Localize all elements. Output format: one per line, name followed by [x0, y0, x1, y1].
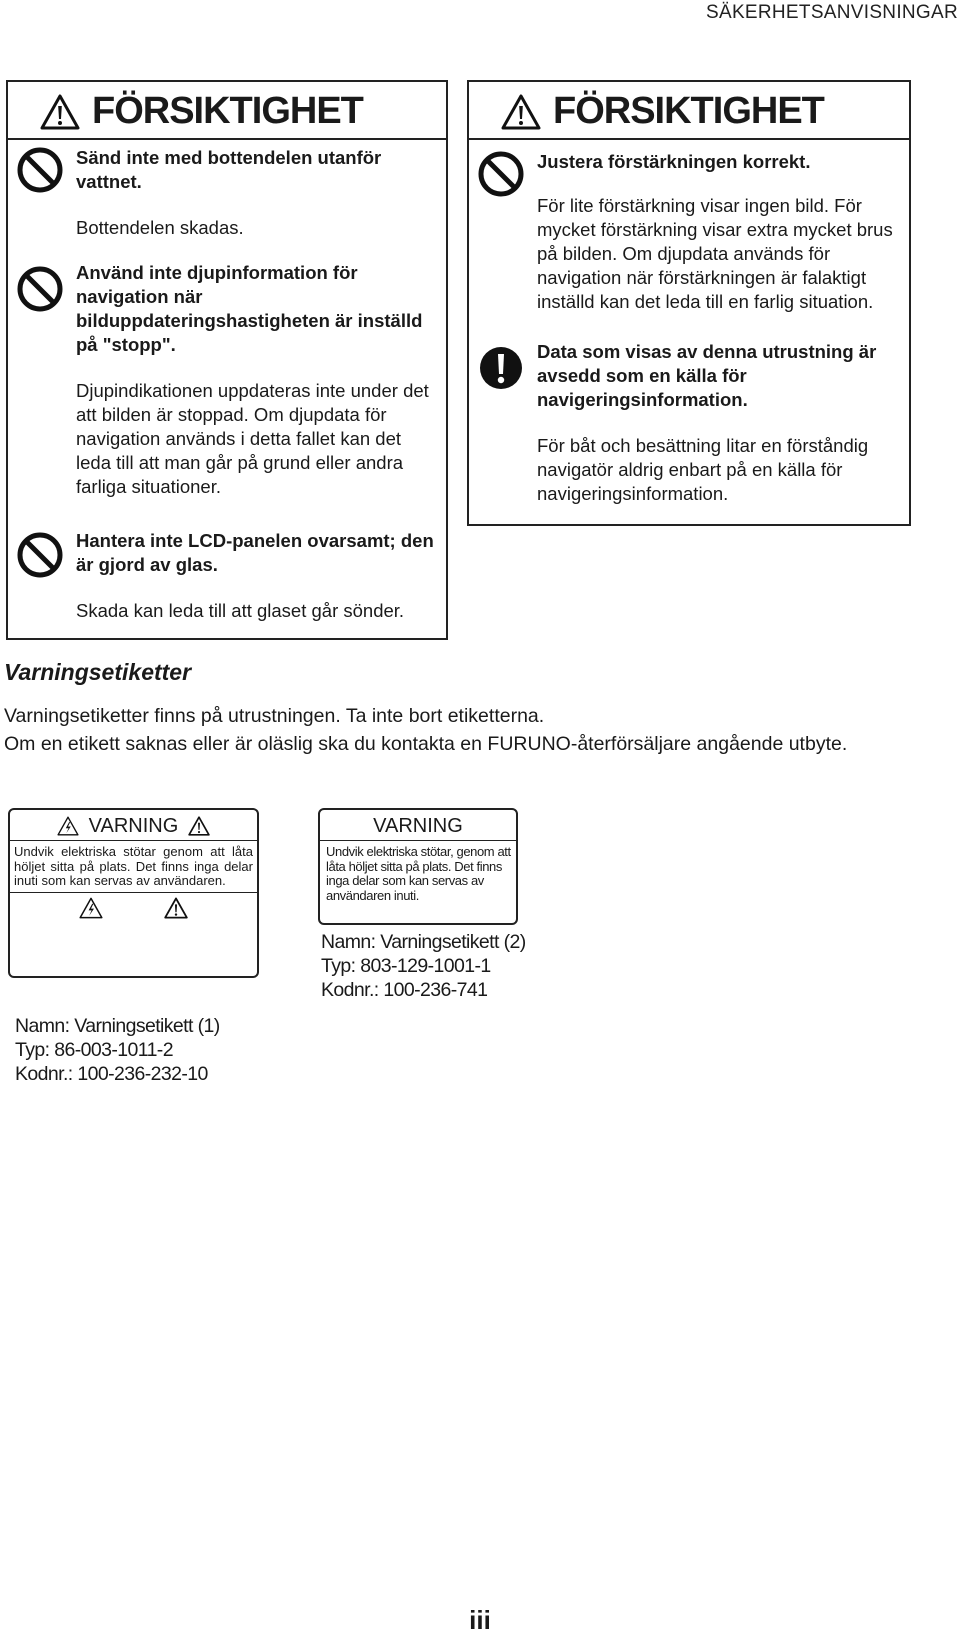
caution-title	[501, 90, 824, 133]
label-text: Undvik elektriska stötar genom att låta höljet sitta på plats. Det finns inga delar inuti som kan servas av användaren.	[14, 844, 253, 888]
caution-item-body: Djupindikationen uppdateras inte under det att bilden är stoppad. Om djupdata för navigation används i detta fallet kan det leda till att man går på grund eller andra farliga situationer.	[76, 380, 429, 497]
section-title: Varningsetiketter	[4, 659, 192, 685]
caution-item-body: För lite förstärkning visar ingen bild. För mycket förstärkning visar extra mycket brus på bilden. Om djupdata används för navigation när förstärkningen är falaktigt inställd kan det leda till en farlig situation.	[537, 195, 893, 312]
prohibition-icon	[16, 146, 64, 194]
section-paragraph: Varningsetiketter finns på utrustningen. Ta inte bort etiketterna.	[4, 705, 545, 727]
caution-item-body: För båt och besättning litar en förståndig navigatör aldrig enbart på en källa för navigeringsinformation.	[537, 435, 869, 504]
caution-box-left	[6, 80, 448, 640]
caution-item	[76, 261, 436, 499]
label-text: Undvik elektriska stötar, genom att låta höljet sitta på plats. Det finns inga delar som kan servas av användaren inuti.	[326, 844, 511, 903]
caution-item-heading: Justera förstärkningen korrekt.	[537, 151, 811, 172]
section-paragraph: Om en etikett saknas eller är oläslig ska du kontakta en FURUNO-återförsäljare angående utbyte.	[4, 733, 848, 755]
label-1-info	[15, 1014, 220, 1086]
caution-title-text: FÖRSIKTIGHET	[553, 90, 824, 132]
label-head	[10, 812, 257, 841]
page-number: iii	[469, 1605, 491, 1635]
caution-triangle-icon	[164, 897, 188, 919]
prohibition-icon	[477, 150, 525, 198]
caution-item	[537, 340, 899, 506]
label-head-text: VARNING	[373, 814, 463, 837]
label-icons-row	[10, 892, 257, 923]
warning-triangle-icon	[501, 94, 541, 130]
label-name: Namn: Varningsetikett (2)	[321, 931, 526, 953]
caution-item-heading: Sänd inte med bottendelen utanför vattnet.	[76, 147, 382, 192]
label-name: Namn: Varningsetikett (1)	[15, 1015, 220, 1037]
label-head-text: VARNING	[88, 814, 179, 837]
caution-item-body: Bottendelen skadas.	[76, 217, 244, 238]
caution-item-heading: Hantera inte LCD-panelen ovarsamt; den är gjord av glas.	[76, 530, 434, 575]
warning-label-1	[8, 808, 259, 978]
caution-item	[76, 529, 436, 623]
warning-label-2	[318, 808, 518, 925]
caution-box-right	[467, 80, 911, 526]
divider	[8, 138, 446, 140]
prohibition-icon	[16, 265, 64, 313]
label-code: Kodnr.: 100-236-232-10	[15, 1063, 208, 1085]
label-code: Kodnr.: 100-236-741	[321, 979, 488, 1001]
caution-title-text: FÖRSIKTIGHET	[92, 90, 363, 132]
electric-shock-warning-icon	[57, 816, 79, 836]
electric-shock-warning-icon	[79, 897, 103, 919]
warning-triangle-icon	[40, 94, 80, 130]
divider	[469, 138, 909, 140]
caution-item	[76, 146, 436, 240]
caution-item-heading: Data som visas av denna utrustning är avsedd som en källa för navigeringsinformation.	[537, 341, 877, 410]
section-header: SÄKERHETSANVISNINGAR	[706, 2, 958, 23]
caution-item-body: Skada kan leda till att glaset går sönder.	[76, 600, 405, 621]
label-type: Typ: 86-003-1011-2	[15, 1039, 173, 1061]
label-type: Typ: 803-129-1001-1	[321, 955, 491, 977]
caution-triangle-icon	[188, 816, 210, 836]
prohibition-icon	[16, 531, 64, 579]
caution-item-heading: Använd inte djupinformation för navigation när bilduppdateringshastigheten är inställd på "stopp".	[76, 262, 423, 355]
caution-item	[537, 150, 899, 314]
caution-title	[40, 90, 363, 133]
label-2-info	[321, 930, 526, 1002]
mandatory-exclamation-icon	[477, 344, 525, 392]
label-head	[320, 812, 516, 841]
